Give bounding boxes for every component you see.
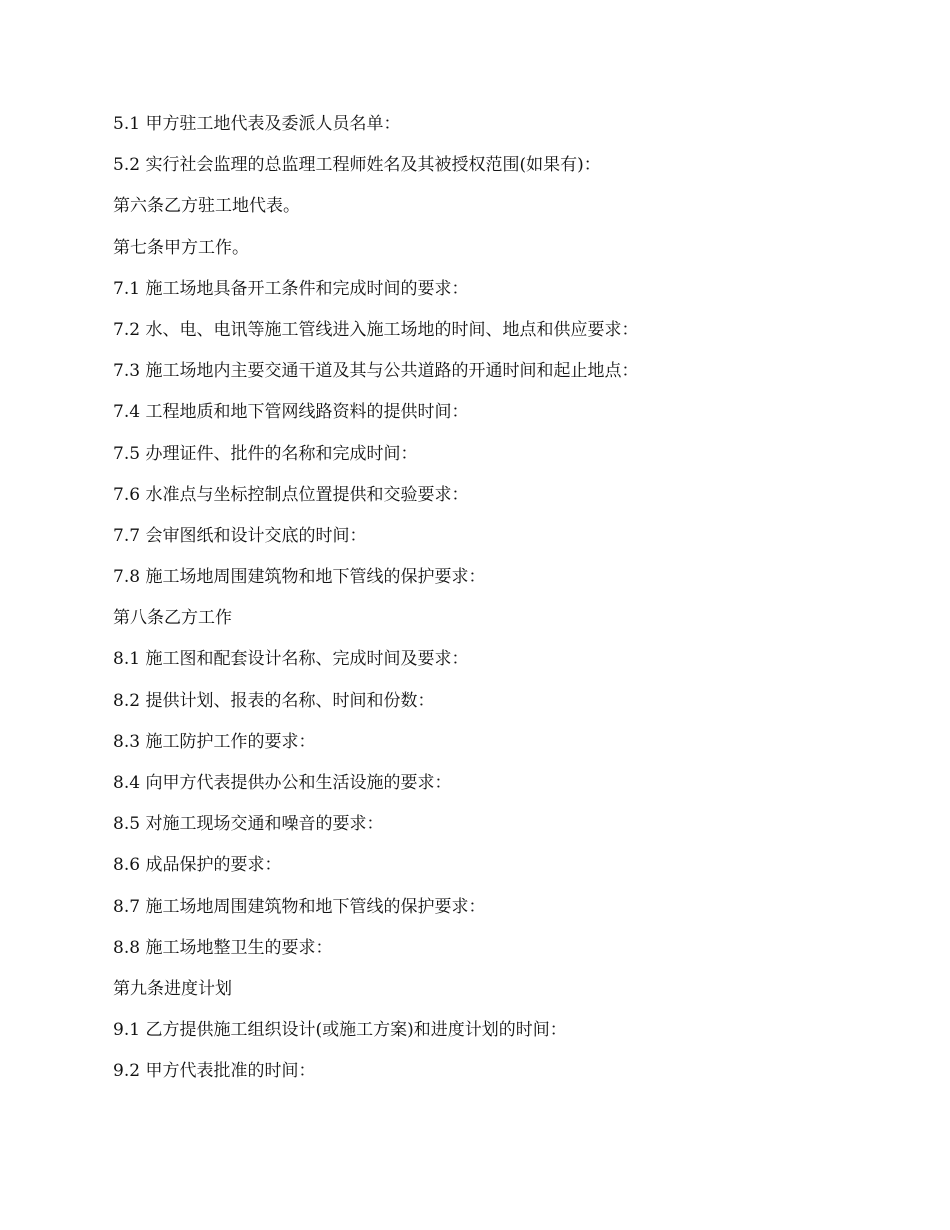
clause-7-7: 7.7 会审图纸和设计交底的时间：: [113, 525, 367, 546]
clause-8-3: 8.3 施工防护工作的要求：: [113, 731, 316, 752]
article-9-heading: 第九条进度计划: [113, 978, 232, 999]
article-8-heading: 第八条乙方工作: [113, 608, 232, 629]
clause-7-5: 7.5 办理证件、批件的名称和完成时间：: [113, 443, 418, 464]
clause-5-1: 5.1 甲方驻工地代表及委派人员名单：: [113, 114, 401, 134]
clause-8-6: 8.6 成品保护的要求：: [113, 855, 282, 876]
document-body: [113, 112, 853, 1101]
article-6-heading: 第六条乙方驻工地代表。: [113, 196, 300, 217]
clause-7-1: 7.1 施工场地具备开工条件和完成时间的要求：: [113, 278, 469, 299]
clause-9-2: 9.2 甲方代表批准的时间：: [113, 1061, 316, 1082]
clause-9-1: 9.1 乙方提供施工组织设计(或施工方案)和进度计划的时间：: [113, 1020, 567, 1041]
clause-8-7: 8.7 施工场地周围建筑物和地下管线的保护要求：: [113, 896, 486, 917]
clause-8-2: 8.2 提供计划、报表的名称、时间和份数：: [113, 690, 435, 711]
clause-8-8: 8.8 施工场地整卫生的要求：: [113, 937, 333, 958]
clause-7-2: 7.2 水、电、电讯等施工管线进入施工场地的时间、地点和供应要求：: [113, 319, 639, 340]
clause-7-4: 7.4 工程地质和地下管网线路资料的提供时间：: [113, 402, 469, 423]
clause-8-5: 8.5 对施工现场交通和噪音的要求：: [113, 814, 384, 835]
clause-8-1: 8.1 施工图和配套设计名称、完成时间及要求：: [113, 649, 469, 670]
clause-5-2: 5.2 实行社会监理的总监理工程师姓名及其被授权范围(如果有)：: [113, 155, 601, 176]
clause-7-6: 7.6 水准点与坐标控制点位置提供和交验要求：: [113, 484, 469, 505]
clause-7-3: 7.3 施工场地内主要交通干道及其与公共道路的开通时间和起止地点：: [113, 361, 639, 382]
article-7-heading: 第七条甲方工作。: [113, 237, 249, 258]
clause-8-4: 8.4 向甲方代表提供办公和生活设施的要求：: [113, 773, 452, 793]
clause-7-8: 7.8 施工场地周围建筑物和地下管线的保护要求：: [113, 567, 486, 588]
